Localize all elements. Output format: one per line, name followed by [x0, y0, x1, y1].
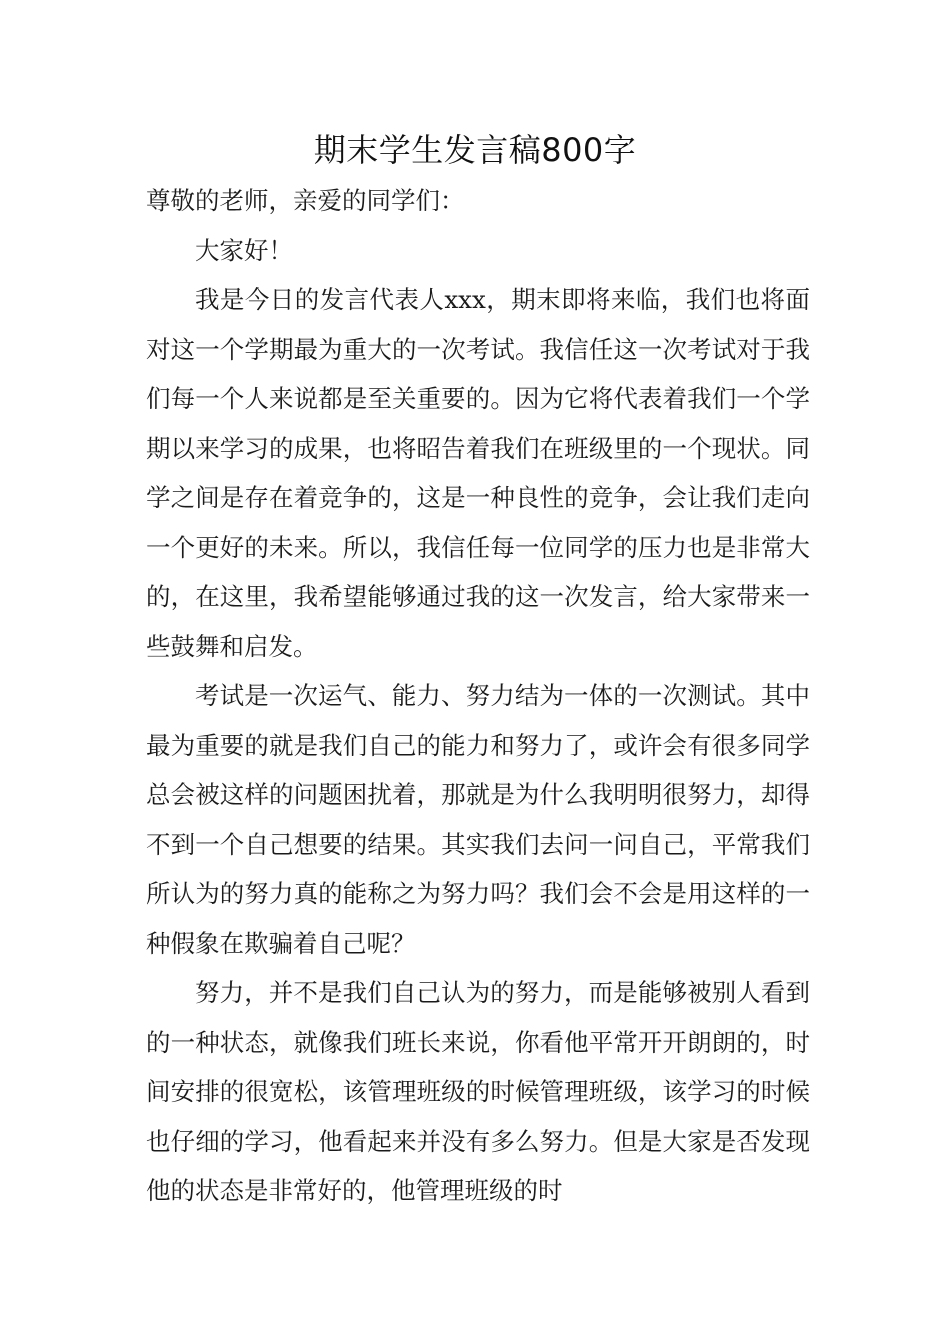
paragraph-exam: 考试是一次运气、能力、努力结为一体的一次测试。其中最为重要的就是我们自己的能力和努力了，或许会有很多同学总会被这样的问题困扰着，那就是为什么我明明很努力，却得不到一个自己想要的结果。其实我们去问一问自己，平常我们所认为的努力真的能称之为努力吗？我们会不会是用这样的一种假象在欺骗着自己呢？ — [146, 681, 810, 958]
paragraph-intro: 我是今日的发言代表人xxx，期末即将来临，我们也将面对这一个学期最为重大的一次考试。我信任这一次考试对于我们每一个人来说都是至关重要的。因为它将代表着我们一个学期以来学习的成果，也将昭告着我们在班级里的一个现状。同学之间是存在着竞争的，这是一种良性的竞争，会让我们走向一个更好的未来。所以，我信任每一位同学的压力也是非常大的，在这里，我希望能够通过我的这一次发言，给大家带来一些鼓舞和启发。 — [146, 285, 810, 661]
paragraph-greeting: 大家好！ — [195, 235, 293, 265]
document-body — [146, 176, 810, 1216]
document-title: 期末学生发言稿800字 — [313, 131, 637, 169]
salutation: 尊敬的老师，亲爱的同学们： — [146, 186, 465, 215]
paragraph-effort: 努力，并不是我们自己认为的努力，而是能够被别人看到的一种状态，就像我们班长来说，你看他平常开开朗朗的，时间安排的很宽松，该管理班级的时候管理班级，该学习的时候也仔细的学习，他看起来并没有多么努力。但是大家是否发现他的状态是非常好的，他管理班级的时 — [146, 978, 810, 1205]
